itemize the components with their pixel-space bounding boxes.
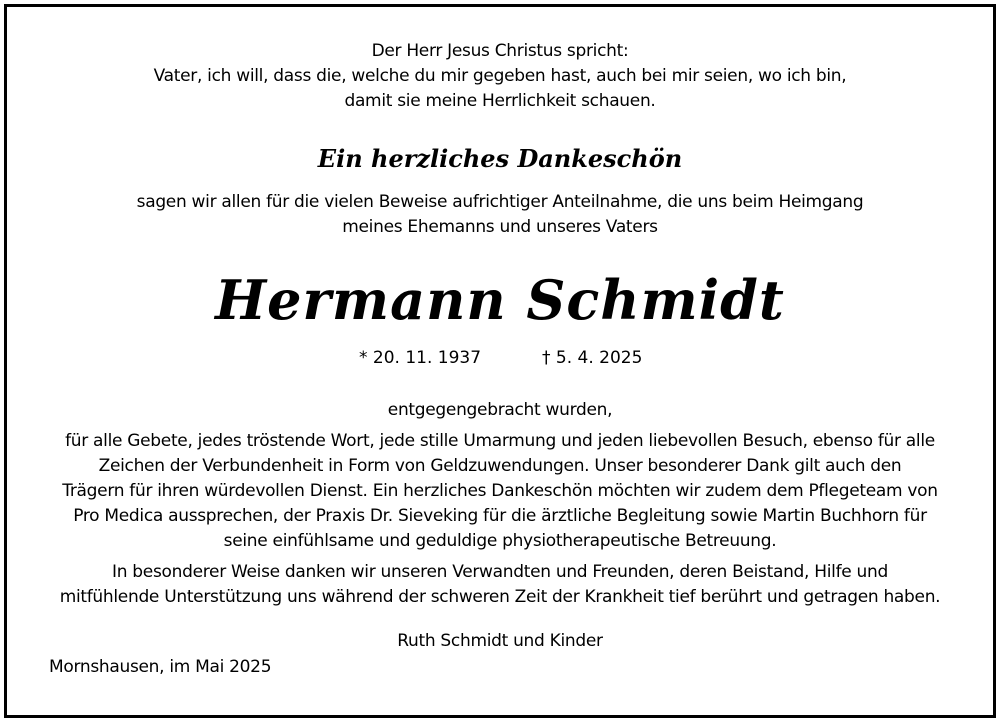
intro-line-2: meines Ehemanns und unseres Vaters xyxy=(342,217,658,237)
paragraph1-line-5: seine einfühlsame und geduldige physiotherapeutische Betreuung. xyxy=(223,531,777,551)
place-date: Mornshausen, im Mai 2025 xyxy=(49,657,272,677)
life-dates xyxy=(7,345,993,371)
thank-you-heading: Ein herzliches Dankeschön xyxy=(317,144,683,173)
deceased-name: Hermann Schmidt xyxy=(215,268,785,332)
paragraph1-line-2: Zeichen der Verbundenheit in Form von Geldzuwendungen. Unser besonderer Dank gilt auch den xyxy=(98,456,902,476)
obituary-card xyxy=(4,4,996,718)
paragraph2-line-2: mitfühlende Unterstützung uns während der schweren Zeit der Krankheit tief berührt und getragen haben. xyxy=(59,587,941,607)
received-line: entgegengebracht wurden, xyxy=(387,400,613,420)
verse-line-3: damit sie meine Herrlichkeit schauen. xyxy=(344,91,656,111)
paragraph1-line-1: für alle Gebete, jedes tröstende Wort, jede stille Umarmung und jeden liebevollen Besuch, ebenso für alle xyxy=(65,431,935,451)
death-date: † 5. 4. 2025 xyxy=(542,348,643,368)
paragraph1-line-3: Trägern für ihren würdevollen Dienst. Ein herzliches Dankeschön möchten wir zudem dem Pflegeteam von xyxy=(62,481,938,501)
paragraph2-line-1: In besonderer Weise danken wir unseren Verwandten und Freunden, deren Beistand, Hilfe und xyxy=(112,562,888,582)
verse-line-1: Der Herr Jesus Christus spricht: xyxy=(371,41,629,61)
intro-line-1: sagen wir allen für die vielen Beweise aufrichtiger Anteilnahme, die uns beim Heimgang xyxy=(136,192,864,212)
signature: Ruth Schmidt und Kinder xyxy=(397,631,603,651)
paragraph1-line-4: Pro Medica aussprechen, der Praxis Dr. Sieveking für die ärztliche Begleitung sowie Martin Buchhorn für xyxy=(73,506,927,526)
birth-date: * 20. 11. 1937 xyxy=(359,348,482,368)
verse-line-2: Vater, ich will, dass die, welche du mir gegeben hast, auch bei mir seien, wo ich bin, xyxy=(153,66,847,86)
